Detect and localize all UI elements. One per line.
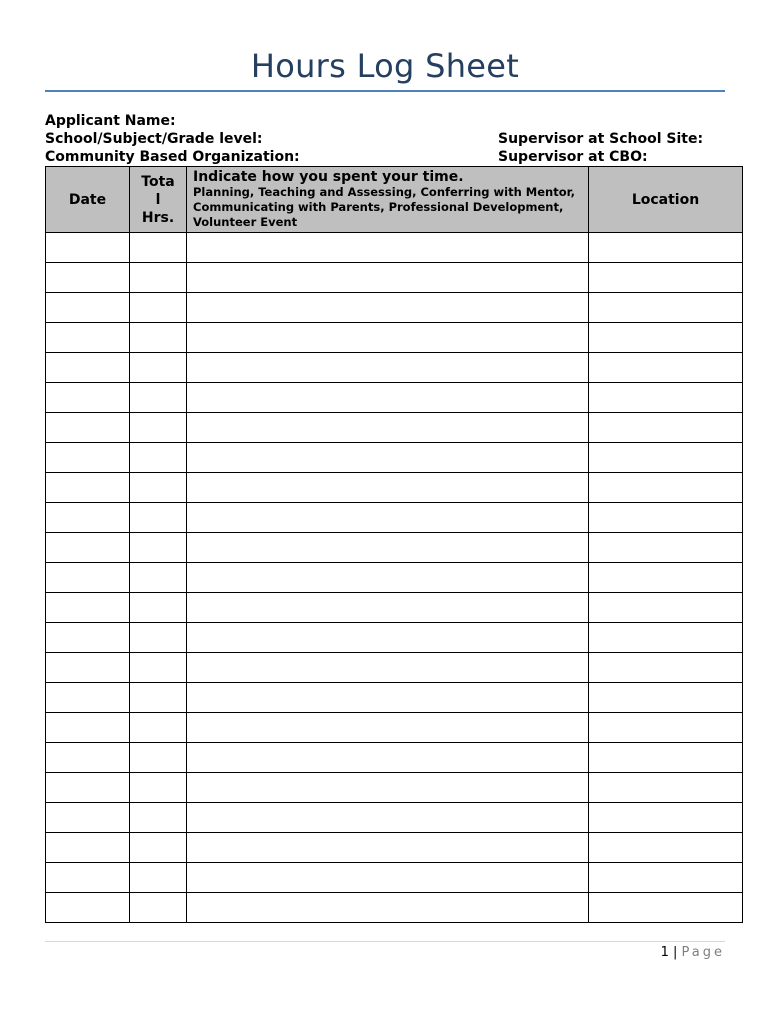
activity-cell[interactable]	[187, 293, 589, 323]
table-row	[46, 563, 743, 593]
date-cell[interactable]	[46, 263, 130, 293]
activity-cell[interactable]	[187, 803, 589, 833]
table-row	[46, 863, 743, 893]
hours-cell[interactable]	[130, 833, 187, 863]
location-cell[interactable]	[589, 323, 743, 353]
table-row	[46, 323, 743, 353]
table-row	[46, 653, 743, 683]
hours-cell[interactable]	[130, 803, 187, 833]
hours-cell[interactable]	[130, 623, 187, 653]
activity-cell[interactable]	[187, 233, 589, 263]
hours-cell[interactable]	[130, 383, 187, 413]
page-footer	[661, 944, 725, 962]
activity-cell[interactable]	[187, 773, 589, 803]
table-row	[46, 833, 743, 863]
date-cell[interactable]	[46, 683, 130, 713]
table-row	[46, 713, 743, 743]
header-total-hours	[130, 167, 187, 233]
location-cell[interactable]	[589, 773, 743, 803]
hours-log-table	[45, 166, 743, 923]
applicant-name-label: Applicant Name:	[45, 113, 176, 129]
hours-cell[interactable]	[130, 233, 187, 263]
table-row	[46, 743, 743, 773]
hours-cell[interactable]	[130, 413, 187, 443]
table-row	[46, 683, 743, 713]
location-cell[interactable]	[589, 563, 743, 593]
hours-cell[interactable]	[130, 683, 187, 713]
table-header-row	[46, 167, 743, 233]
page-word: Page	[681, 945, 725, 960]
activity-cell[interactable]	[187, 323, 589, 353]
date-cell[interactable]	[46, 713, 130, 743]
location-cell[interactable]	[589, 623, 743, 653]
activity-cell[interactable]	[187, 533, 589, 563]
table-row	[46, 593, 743, 623]
hours-cell[interactable]	[130, 563, 187, 593]
header-total-hours-line1: Tota	[141, 173, 175, 190]
date-cell[interactable]	[46, 473, 130, 503]
activity-cell[interactable]	[187, 893, 589, 923]
table-row	[46, 473, 743, 503]
date-cell[interactable]	[46, 863, 130, 893]
activity-cell[interactable]	[187, 743, 589, 773]
page-separator: |	[672, 945, 678, 960]
hours-cell[interactable]	[130, 263, 187, 293]
hours-cell[interactable]	[130, 893, 187, 923]
page-number: 1	[660, 945, 669, 960]
date-cell[interactable]	[46, 653, 130, 683]
activity-cell[interactable]	[187, 263, 589, 293]
activity-cell[interactable]	[187, 863, 589, 893]
date-cell[interactable]	[46, 353, 130, 383]
date-cell[interactable]	[46, 893, 130, 923]
hours-cell[interactable]	[130, 473, 187, 503]
date-cell[interactable]	[46, 593, 130, 623]
location-cell[interactable]	[589, 413, 743, 443]
activity-cell[interactable]	[187, 713, 589, 743]
community-organization-label: Community Based Organization:	[45, 149, 300, 165]
header-date: Date	[46, 167, 130, 233]
hours-cell[interactable]	[130, 653, 187, 683]
date-cell[interactable]	[46, 413, 130, 443]
table-row	[46, 803, 743, 833]
location-cell[interactable]	[589, 653, 743, 683]
date-cell[interactable]	[46, 443, 130, 473]
table-row	[46, 443, 743, 473]
location-cell[interactable]	[589, 803, 743, 833]
location-cell[interactable]	[589, 713, 743, 743]
table-row	[46, 773, 743, 803]
activity-cell[interactable]	[187, 653, 589, 683]
header-activity-title: Indicate how you spent your time.	[193, 169, 464, 185]
activity-cell[interactable]	[187, 503, 589, 533]
date-cell[interactable]	[46, 833, 130, 863]
date-cell[interactable]	[46, 773, 130, 803]
activity-cell[interactable]	[187, 833, 589, 863]
date-cell[interactable]	[46, 233, 130, 263]
hours-cell[interactable]	[130, 323, 187, 353]
hours-cell[interactable]	[130, 863, 187, 893]
header-location: Location	[589, 167, 743, 233]
hours-cell[interactable]	[130, 743, 187, 773]
hours-cell[interactable]	[130, 593, 187, 623]
header-total-hours-line2: l	[155, 191, 161, 208]
location-cell[interactable]	[589, 443, 743, 473]
date-cell[interactable]	[46, 293, 130, 323]
hours-cell[interactable]	[130, 533, 187, 563]
location-cell[interactable]	[589, 503, 743, 533]
table-row	[46, 293, 743, 323]
title-underline	[45, 90, 725, 92]
header-activity	[187, 167, 589, 233]
table-row	[46, 353, 743, 383]
table-row	[46, 263, 743, 293]
table-row	[46, 233, 743, 263]
date-cell[interactable]	[46, 743, 130, 773]
activity-cell[interactable]	[187, 623, 589, 653]
date-cell[interactable]	[46, 623, 130, 653]
table-row	[46, 893, 743, 923]
hours-cell[interactable]	[130, 713, 187, 743]
date-cell[interactable]	[46, 803, 130, 833]
header-total-hours-line3: Hrs.	[141, 209, 175, 226]
activity-cell[interactable]	[187, 353, 589, 383]
hours-cell[interactable]	[130, 353, 187, 383]
activity-cell[interactable]	[187, 383, 589, 413]
date-cell[interactable]	[46, 563, 130, 593]
hours-cell[interactable]	[130, 773, 187, 803]
location-cell[interactable]	[589, 833, 743, 863]
supervisor-school-label: Supervisor at School Site:	[498, 131, 704, 147]
activity-cell[interactable]	[187, 473, 589, 503]
table-row	[46, 413, 743, 443]
table-row	[46, 623, 743, 653]
footer-divider	[45, 941, 725, 942]
table-row	[46, 383, 743, 413]
log-body	[46, 233, 743, 923]
table-row	[46, 503, 743, 533]
location-cell[interactable]	[589, 263, 743, 293]
table-row	[46, 533, 743, 563]
date-cell[interactable]	[46, 503, 130, 533]
location-cell[interactable]	[589, 353, 743, 383]
location-cell[interactable]	[589, 473, 743, 503]
hours-cell[interactable]	[130, 503, 187, 533]
header-activity-examples: Planning, Teaching and Assessing, Conferring with Mentor, Communicating with Parents, Professional Development, Volunteer Event	[193, 185, 575, 229]
location-cell[interactable]	[589, 683, 743, 713]
location-cell[interactable]	[589, 593, 743, 623]
location-cell[interactable]	[589, 533, 743, 563]
date-cell[interactable]	[46, 323, 130, 353]
hours-cell[interactable]	[130, 443, 187, 473]
school-subject-grade-label: School/Subject/Grade level:	[45, 131, 263, 147]
activity-cell[interactable]	[187, 563, 589, 593]
location-cell[interactable]	[589, 293, 743, 323]
page-title: Hours Log Sheet	[250, 47, 520, 85]
location-cell[interactable]	[589, 863, 743, 893]
activity-cell[interactable]	[187, 413, 589, 443]
activity-cell[interactable]	[187, 683, 589, 713]
date-cell[interactable]	[46, 383, 130, 413]
location-cell[interactable]	[589, 893, 743, 923]
supervisor-cbo-label: Supervisor at CBO:	[498, 149, 648, 165]
location-cell[interactable]	[589, 743, 743, 773]
date-cell[interactable]	[46, 533, 130, 563]
activity-cell[interactable]	[187, 443, 589, 473]
location-cell[interactable]	[589, 383, 743, 413]
location-cell[interactable]	[589, 233, 743, 263]
hours-cell[interactable]	[130, 293, 187, 323]
activity-cell[interactable]	[187, 593, 589, 623]
